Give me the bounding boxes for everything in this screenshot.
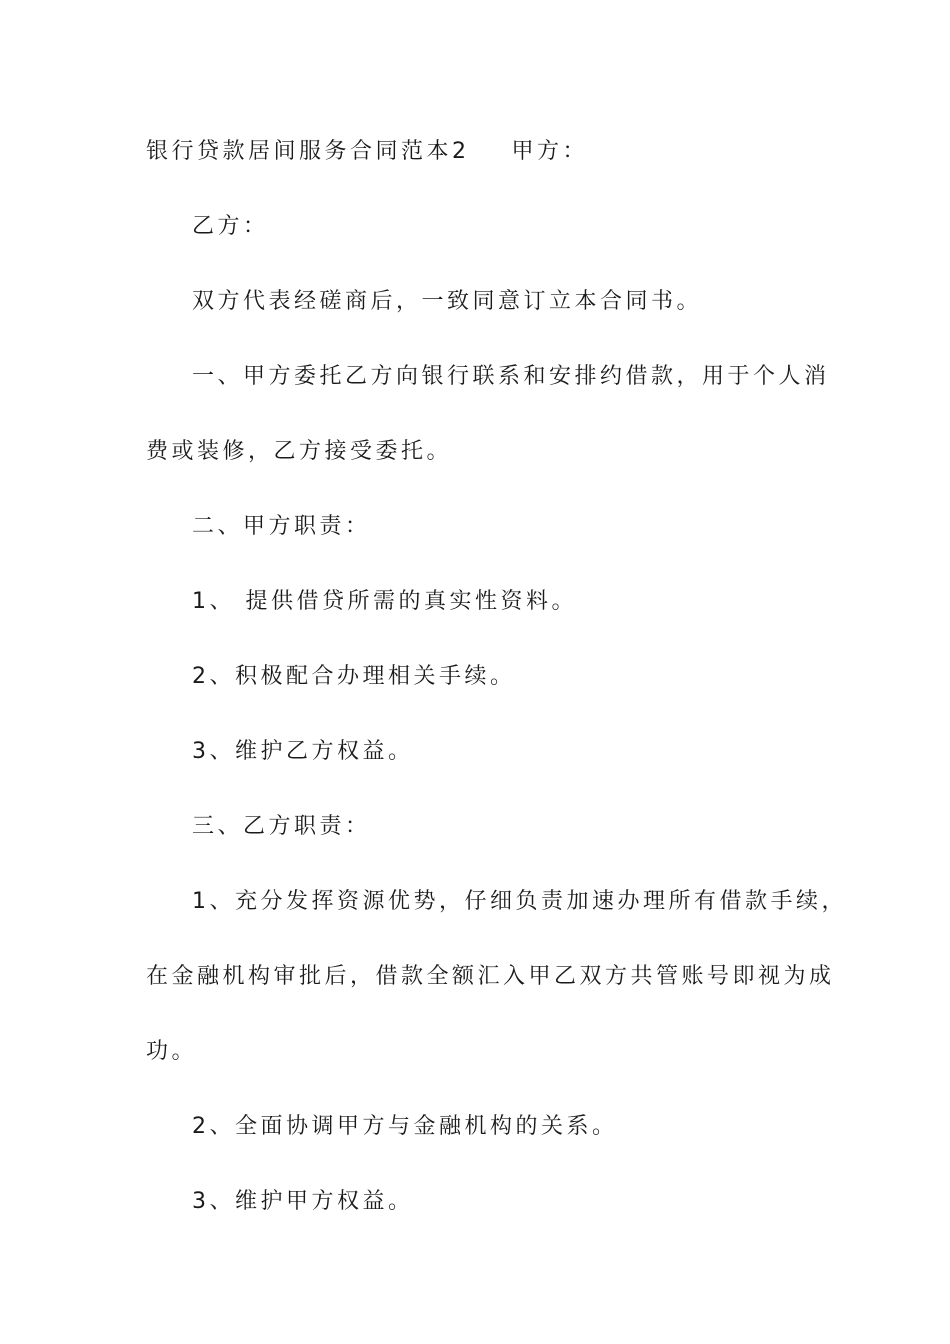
party-b-label: 乙方： — [192, 214, 269, 239]
section-2-item-2: 2、积极配合办理相关手续。 — [192, 664, 516, 689]
document-title: 银行贷款居间服务合同范本2 — [146, 139, 470, 164]
clause-1-line-2: 费或装修，乙方接受委托。 — [146, 439, 453, 464]
section-3-item-1-line-3: 功。 — [146, 1039, 198, 1064]
intro-paragraph: 双方代表经磋商后，一致同意订立本合同书。 — [192, 289, 703, 314]
section-2-item-1: 1、 提供借贷所需的真实性资料。 — [192, 589, 577, 614]
title-line — [146, 137, 826, 167]
section-3-item-1-line-1: 1、充分发挥资源优势，仔细负责加速办理所有借款手续， — [192, 889, 847, 914]
section-3-heading: 三、乙方职责： — [192, 814, 371, 839]
section-2-heading: 二、甲方职责： — [192, 514, 371, 539]
clause-1-line-1: 一、甲方委托乙方向银行联系和安排约借款，用于个人消 — [192, 364, 830, 389]
section-3-item-2: 2、全面协调甲方与金融机构的关系。 — [192, 1114, 618, 1139]
section-3-item-1-line-2: 在金融机构审批后，借款全额汇入甲乙双方共管账号即视为成 — [146, 964, 835, 989]
party-a-label: 甲方： — [511, 139, 589, 164]
section-2-item-3: 3、维护乙方权益。 — [192, 739, 414, 764]
section-3-item-3: 3、维护甲方权益。 — [192, 1189, 414, 1214]
